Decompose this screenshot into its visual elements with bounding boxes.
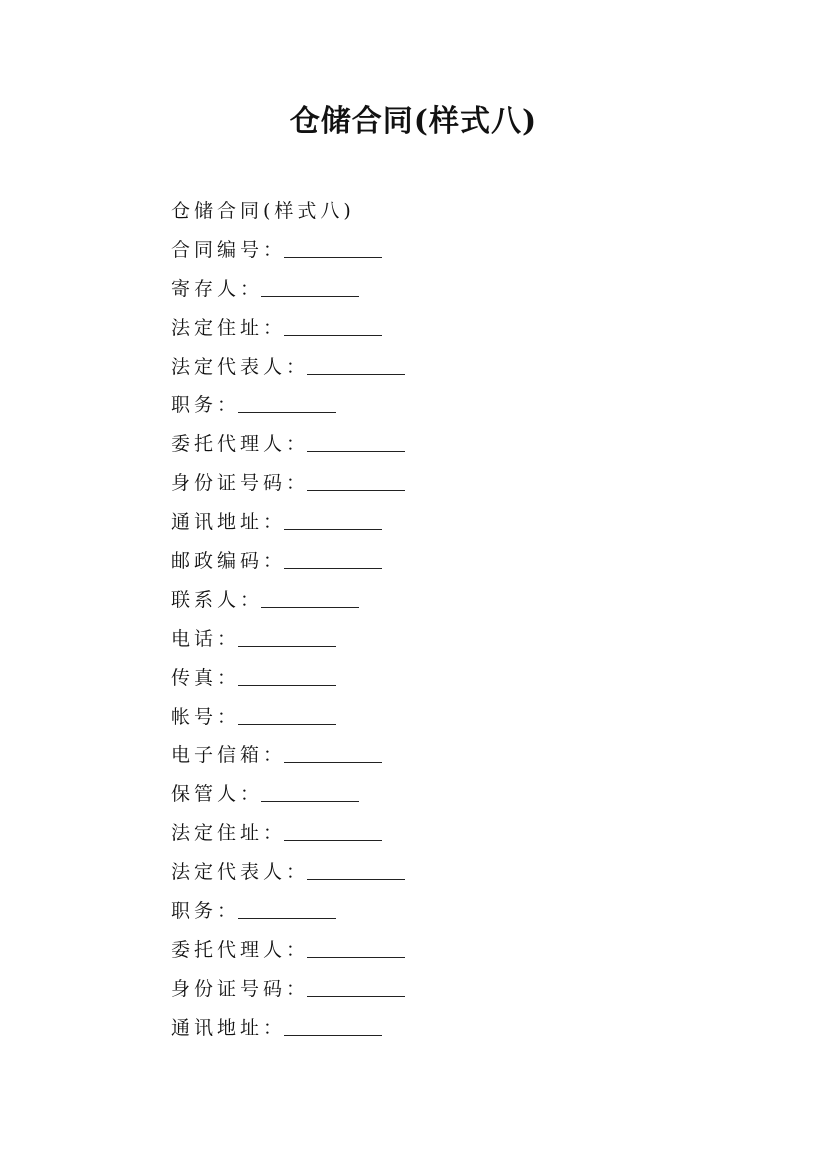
fill-in-blank bbox=[307, 470, 405, 491]
form-field-line bbox=[171, 584, 731, 623]
document-subtitle bbox=[171, 195, 731, 234]
form-field-line bbox=[171, 312, 731, 351]
fill-in-blank bbox=[284, 237, 382, 258]
fill-in-blank bbox=[238, 704, 336, 725]
field-label: 委托代理人： bbox=[171, 938, 310, 961]
field-label: 保管人： bbox=[171, 783, 264, 806]
fill-in-blank bbox=[284, 1015, 382, 1036]
form-field-line bbox=[171, 351, 731, 390]
field-label: 委托代理人： bbox=[171, 433, 310, 456]
form-field-line bbox=[171, 506, 731, 545]
form-field-line bbox=[171, 778, 731, 817]
form-field-line bbox=[171, 467, 731, 506]
fill-in-blank bbox=[284, 509, 382, 530]
fill-in-blank bbox=[261, 276, 359, 297]
field-label: 合同编号： bbox=[171, 238, 287, 261]
form-lines bbox=[171, 195, 731, 1051]
fill-in-blank bbox=[238, 898, 336, 919]
form-field-line bbox=[171, 623, 731, 662]
fill-in-blank bbox=[284, 548, 382, 569]
form-field-line bbox=[171, 701, 731, 740]
field-label: 职务： bbox=[171, 394, 241, 417]
form-field-line bbox=[171, 1012, 731, 1051]
form-field-line bbox=[171, 817, 731, 856]
fill-in-blank bbox=[238, 626, 336, 647]
fill-in-blank bbox=[307, 937, 405, 958]
field-label: 法定住址： bbox=[171, 316, 287, 339]
field-label: 通讯地址： bbox=[171, 511, 287, 534]
field-label: 法定代表人： bbox=[171, 355, 310, 378]
field-label: 通讯地址： bbox=[171, 1016, 287, 1039]
field-label: 职务： bbox=[171, 900, 241, 923]
fill-in-blank bbox=[307, 976, 405, 997]
field-label: 寄存人： bbox=[171, 277, 264, 300]
field-label: 联系人： bbox=[171, 588, 264, 611]
fill-in-blank bbox=[307, 354, 405, 375]
subtitle-text: 仓储合同(样式八) bbox=[171, 200, 355, 222]
form-field-line bbox=[171, 934, 731, 973]
fill-in-blank bbox=[307, 431, 405, 452]
form-field-line bbox=[171, 662, 731, 701]
field-label: 法定住址： bbox=[171, 822, 287, 845]
fill-in-blank bbox=[261, 781, 359, 802]
fill-in-blank bbox=[284, 742, 382, 763]
form-field-line bbox=[171, 234, 731, 273]
form-field-line bbox=[171, 856, 731, 895]
form-field-line bbox=[171, 389, 731, 428]
form-field-line bbox=[171, 273, 731, 312]
fill-in-blank bbox=[284, 315, 382, 336]
field-label: 法定代表人： bbox=[171, 861, 310, 884]
fill-in-blank bbox=[307, 859, 405, 880]
field-label: 传真： bbox=[171, 666, 241, 689]
form-field-line bbox=[171, 545, 731, 584]
field-label: 电子信箱： bbox=[171, 744, 287, 767]
field-label: 电话： bbox=[171, 627, 241, 650]
field-label: 邮政编码： bbox=[171, 550, 287, 573]
fill-in-blank bbox=[238, 665, 336, 686]
form-field-line bbox=[171, 895, 731, 934]
fill-in-blank bbox=[238, 392, 336, 413]
field-label: 帐号： bbox=[171, 705, 241, 728]
document-title: 仓储合同(样式八) bbox=[289, 104, 538, 139]
field-label: 身份证号码： bbox=[171, 977, 310, 1000]
form-field-line bbox=[171, 739, 731, 778]
fill-in-blank bbox=[284, 820, 382, 841]
form-field-line bbox=[171, 973, 731, 1012]
form-field-line bbox=[171, 428, 731, 467]
fill-in-blank bbox=[261, 587, 359, 608]
field-label: 身份证号码： bbox=[171, 472, 310, 495]
